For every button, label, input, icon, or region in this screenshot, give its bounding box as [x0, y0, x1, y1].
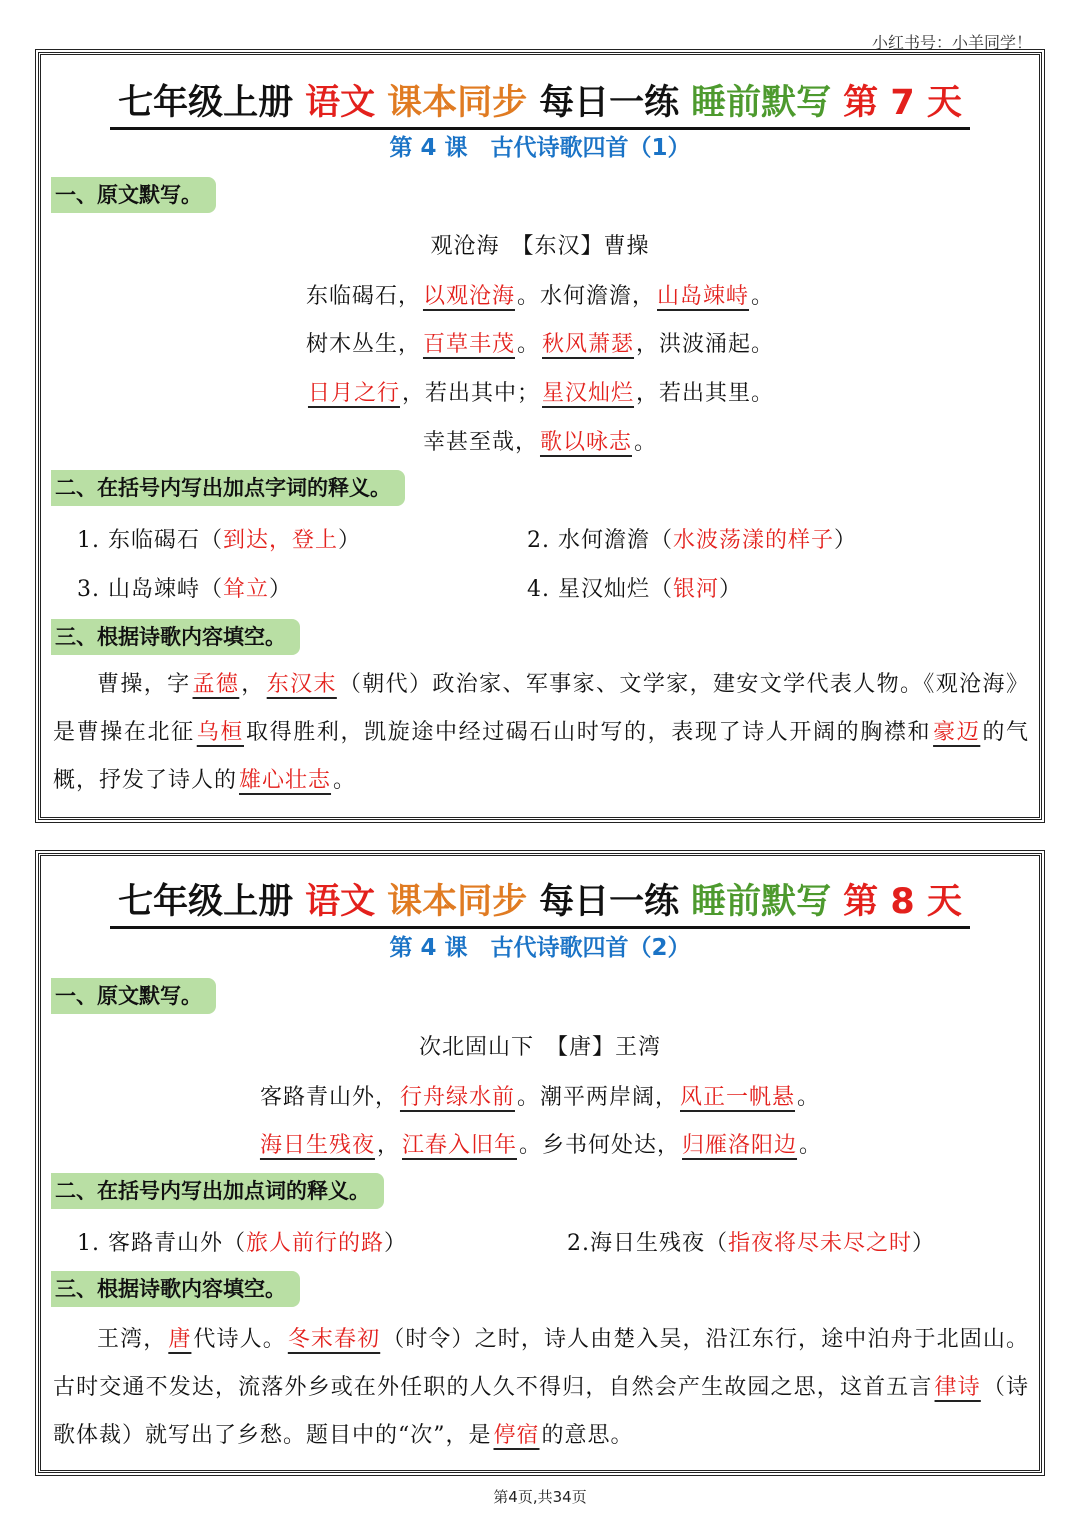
- exercise-card-day8: [38, 853, 1042, 1473]
- para-text: 代诗人。: [193, 1327, 286, 1352]
- item-question: 3. 山岛竦峙（: [77, 577, 223, 602]
- item-answer: 旅人前行的路: [245, 1231, 384, 1256]
- definition-item: [527, 523, 857, 554]
- item-bracket: ）: [384, 1231, 408, 1256]
- answer-blank: 归雁洛阳边: [682, 1133, 798, 1158]
- title-grade: 七年级上册: [118, 882, 294, 922]
- poem-text: 东临碣石，: [305, 284, 421, 309]
- title-sync: 课本同步: [387, 882, 528, 922]
- answer-blank: 冬末春初: [287, 1327, 381, 1352]
- poem-line-1: [41, 279, 1039, 310]
- item-bracket: ）: [719, 577, 743, 602]
- definition-item: [567, 1226, 935, 1257]
- definition-item: [77, 572, 292, 603]
- watermark: 小红书号：小羊同学！: [871, 33, 1032, 52]
- poem-title: 观沧海 【东汉】曹操: [430, 234, 650, 259]
- item-question: 2.海日生残夜（: [567, 1231, 728, 1256]
- answer-blank: 唐: [168, 1327, 192, 1352]
- answer-blank: 江春入旧年: [401, 1133, 517, 1158]
- title-dictation: 睡前默写: [691, 882, 832, 922]
- answer-blank: 东汉末: [266, 672, 337, 697]
- poem-text: ，洪波涌起。: [636, 332, 775, 357]
- para-text: 。: [333, 768, 357, 793]
- section-1-heading: 一、原文默写。: [51, 177, 216, 213]
- para-text: ，: [241, 672, 265, 697]
- title-day: 第 7 天: [843, 83, 962, 123]
- poem-text: ，若出其中；: [401, 381, 540, 406]
- poem-text: 树木丛生，: [305, 332, 421, 357]
- answer-blank: 日月之行: [307, 381, 400, 406]
- item-answer: 银河: [672, 577, 719, 602]
- title-daily: 每日一练: [539, 83, 680, 123]
- answer-blank: 停宿: [493, 1423, 540, 1448]
- poem-text: ，若出其里。: [636, 381, 775, 406]
- item-answer: 指夜将尽未尽之时: [728, 1231, 913, 1256]
- poem-title: 次北固山下 【唐】王湾: [418, 1035, 661, 1060]
- poem-text: 。: [634, 430, 658, 455]
- answer-blank: 豪迈: [933, 720, 981, 745]
- para-text: （诗歌体裁）就写出了乡愁。题目中的“次”，是: [53, 1375, 1029, 1448]
- page-number: 第4页,共34页: [493, 1488, 587, 1506]
- item-bracket: ）: [834, 528, 858, 553]
- card-title: [41, 75, 1039, 130]
- answer-blank: 秋风萧瑟: [542, 332, 635, 357]
- poem-text: ，: [376, 1133, 400, 1158]
- item-question: 2. 水何澹澹（: [527, 528, 673, 553]
- lesson-heading: 第 4 课 古代诗歌四首（1）: [389, 135, 691, 161]
- answer-blank: 乌桓: [196, 720, 244, 745]
- title-grade: 七年级上册: [118, 83, 294, 123]
- poem-text: 。: [751, 284, 775, 309]
- title-dictation: 睡前默写: [691, 83, 832, 123]
- item-bracket: ）: [269, 577, 293, 602]
- para-text: 取得胜利，凯旋途中经过碣石山时写的，表现了诗人开阔的胸襟和: [246, 720, 932, 745]
- poem-line-2: [41, 327, 1039, 358]
- answer-blank: 以观沧海: [422, 284, 515, 309]
- lesson-heading: 第 4 课 古代诗歌四首（2）: [389, 935, 691, 961]
- answer-blank: 百草丰茂: [422, 332, 515, 357]
- poem-text: 。: [797, 1085, 821, 1110]
- poem-line-2: [41, 1128, 1039, 1159]
- para-text: 的意思。: [541, 1423, 634, 1448]
- answer-blank: 孟德: [192, 672, 240, 697]
- answer-blank: 星汉灿烂: [542, 381, 635, 406]
- poem-line-4: [41, 425, 1039, 456]
- item-bracket: ）: [338, 528, 362, 553]
- item-answer: 水波荡漾的样子: [672, 528, 834, 553]
- section-2-heading: 二、在括号内写出加点字词的释义。: [51, 470, 405, 506]
- title-sync: 课本同步: [387, 83, 528, 123]
- poem-text: 幸甚至哉，: [422, 430, 538, 455]
- answer-blank: 风正一帆悬: [680, 1085, 796, 1110]
- section-3-heading: 三、根据诗歌内容填空。: [51, 1271, 300, 1307]
- para-text: 王湾，: [97, 1327, 167, 1352]
- item-answer: 耸立: [222, 577, 269, 602]
- definition-item: [77, 523, 361, 554]
- answer-blank: 海日生残夜: [259, 1133, 375, 1158]
- section-2-heading: 二、在括号内写出加点词的释义。: [51, 1173, 384, 1209]
- section-1-heading: 一、原文默写。: [51, 978, 216, 1014]
- poem-line-1: [41, 1080, 1039, 1111]
- para-text: 曹操，字: [97, 672, 191, 697]
- para-text: 的气概，抒发了诗人的: [53, 720, 1029, 793]
- item-question: 4. 星汉灿烂（: [527, 577, 673, 602]
- fill-in-paragraph: [53, 661, 1029, 805]
- poem-text: 客路青山外，: [259, 1085, 398, 1110]
- item-answer: 到达，登上: [222, 528, 338, 553]
- poem-text: 。潮平两岸阔，: [516, 1085, 678, 1110]
- poem-text: 。: [799, 1133, 823, 1158]
- section-3-heading: 三、根据诗歌内容填空。: [51, 619, 300, 655]
- card-title: [41, 874, 1039, 929]
- exercise-card-day7: [38, 52, 1042, 820]
- title-subject: 语文: [305, 882, 376, 922]
- title-day: 第 8 天: [843, 882, 962, 922]
- answer-blank: 行舟绿水前: [399, 1085, 515, 1110]
- title-daily: 每日一练: [539, 882, 680, 922]
- poem-text: 。乡书何处达，: [519, 1133, 681, 1158]
- item-question: 1. 客路青山外（: [77, 1231, 246, 1256]
- definition-item: [527, 572, 742, 603]
- item-bracket: ）: [912, 1231, 936, 1256]
- para-text: （时令）之时，诗人由楚入吴，沿江东行，途中泊舟于北固山。古时交通不发达，流落外乡或在外任职的人久不得归，自然会产生故园之思，这首五言: [53, 1327, 1029, 1400]
- answer-blank: 歌以咏志: [539, 430, 632, 455]
- answer-blank: 雄心壮志: [239, 768, 332, 793]
- item-question: 1. 东临碣石（: [77, 528, 223, 553]
- poem-text: 。水何澹澹，: [516, 284, 655, 309]
- answer-blank: 山岛竦峙: [657, 284, 750, 309]
- answer-blank: 律诗: [934, 1375, 981, 1400]
- definition-item: [77, 1226, 407, 1257]
- fill-in-paragraph: [53, 1316, 1029, 1460]
- title-subject: 语文: [305, 83, 376, 123]
- poem-text: 。: [516, 332, 540, 357]
- poem-line-3: [41, 376, 1039, 407]
- para-text: （朝代）政治家、军事家、文学家，建安文学代表人物。《观沧海》是曹操在北征: [53, 672, 1029, 745]
